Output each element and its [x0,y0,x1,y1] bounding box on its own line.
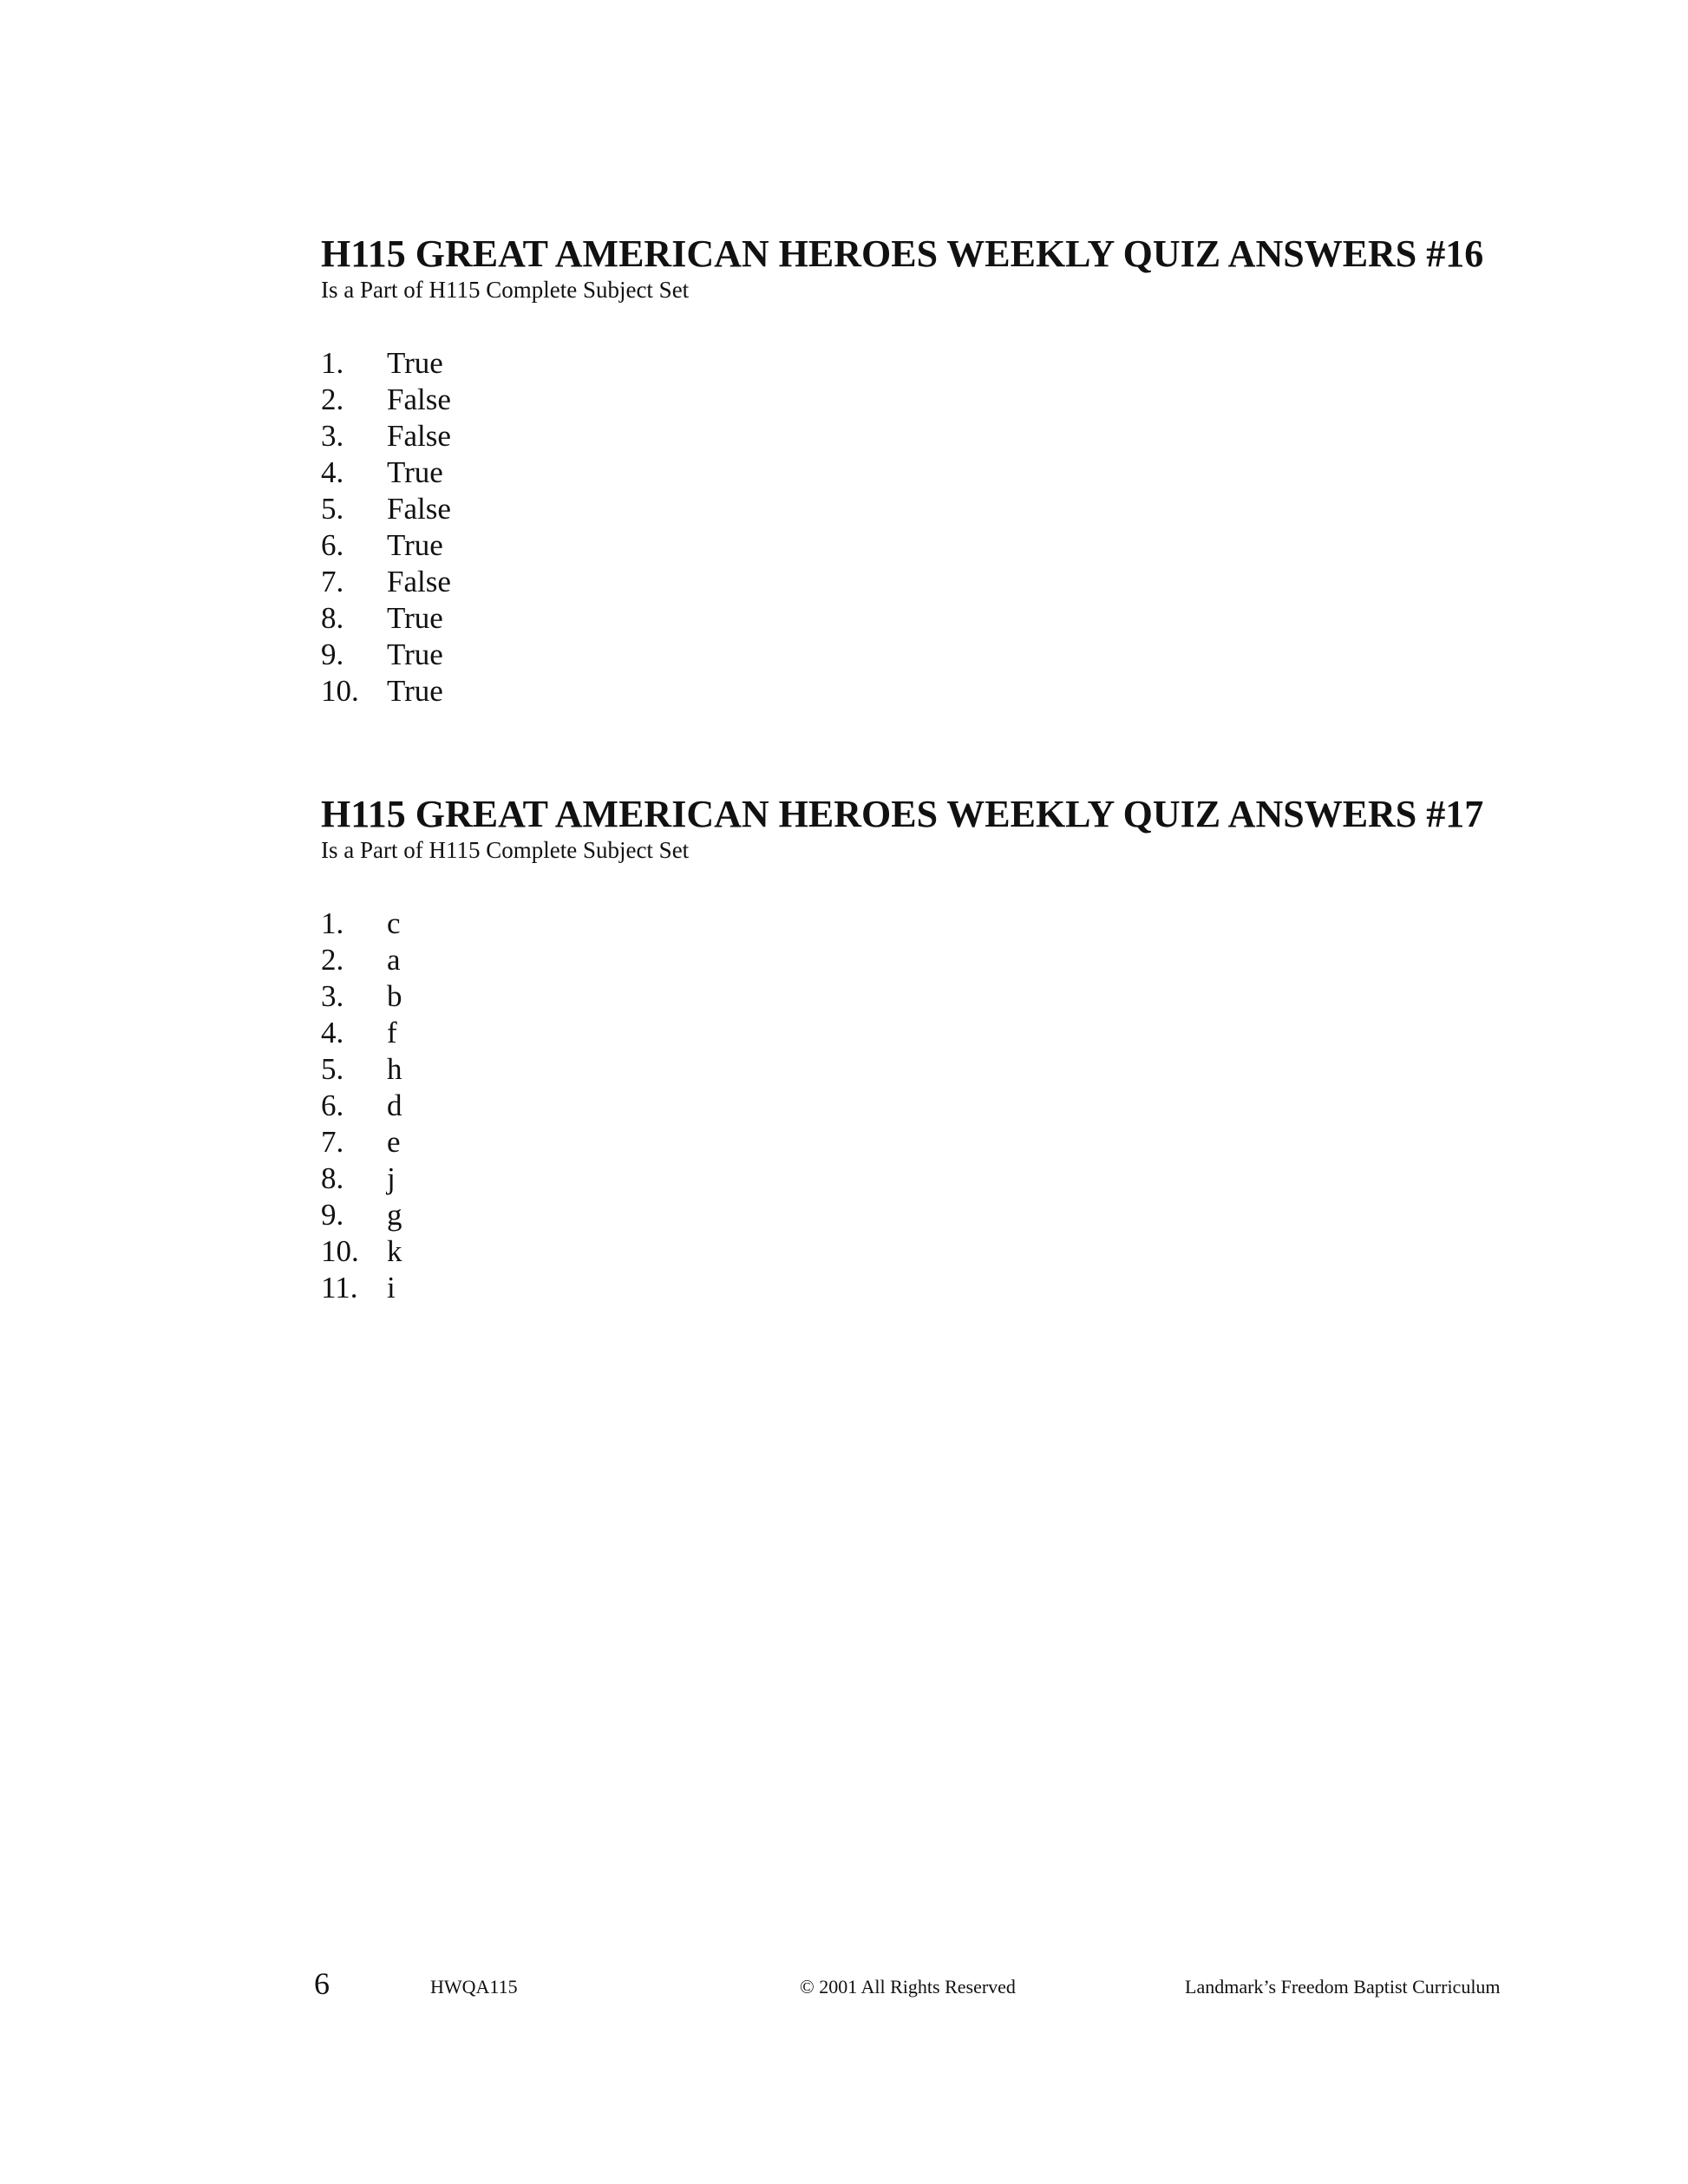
answer-value: False [387,492,451,526]
answer-value: g [387,1198,402,1232]
answer-number: 10. [321,1234,359,1268]
answer-value: j [387,1161,396,1195]
answer-value: c [387,906,401,940]
quiz-17-section [321,793,1484,1306]
page-number: 6 [314,1966,330,2001]
answer-number: 5. [321,1052,344,1086]
answer-row [321,491,1449,527]
answer-row [321,1197,1449,1233]
answer-row [321,637,1449,673]
answer-number: 5. [321,492,344,526]
answer-row [321,1161,1449,1197]
answer-number: 6. [321,528,344,562]
section-title: H115 GREAT AMERICAN HEROES WEEKLY QUIZ ANSWERS #16 [321,232,1484,275]
answer-row [321,1124,1449,1161]
answer-number: 1. [321,906,344,940]
answer-value: k [387,1234,402,1268]
answer-value: False [387,565,451,598]
section-subtitle: Is a Part of H115 Complete Subject Set [321,277,690,303]
answer-value: True [387,455,443,489]
answer-row [321,382,1449,418]
page-footer [0,1965,1688,2009]
answer-list [321,345,1449,709]
answer-number: 4. [321,455,344,489]
answer-row [321,1088,1449,1124]
answer-value: h [387,1052,402,1086]
answer-number: 2. [321,943,344,977]
answer-value: False [387,383,451,416]
answer-number: 9. [321,638,344,671]
answer-value: True [387,674,443,708]
answer-row [321,906,1449,942]
answer-row [321,1015,1449,1051]
answer-value: False [387,419,451,453]
section-title: H115 GREAT AMERICAN HEROES WEEKLY QUIZ ANSWERS #17 [321,793,1484,835]
answer-number: 4. [321,1016,344,1049]
answer-number: 1. [321,346,344,380]
answer-row [321,1270,1449,1306]
answer-row [321,418,1449,454]
answer-row [321,454,1449,491]
answer-row [321,1233,1449,1270]
section-subtitle: Is a Part of H115 Complete Subject Set [321,837,690,863]
answer-number: 10. [321,674,359,708]
answer-number: 8. [321,1161,344,1195]
document-code: HWQA115 [430,1976,518,1998]
answer-number: 3. [321,419,344,453]
answer-number: 9. [321,1198,344,1232]
answer-value: i [387,1271,396,1305]
answer-number: 11. [321,1271,358,1305]
answer-row [321,978,1449,1015]
answer-number: 7. [321,1125,344,1159]
answer-row [321,600,1449,637]
answer-number: 2. [321,383,344,416]
answer-value: True [387,601,443,635]
answer-row [321,1051,1449,1088]
answer-value: True [387,528,443,562]
answer-number: 6. [321,1089,344,1122]
answer-number: 7. [321,565,344,598]
answer-number: 8. [321,601,344,635]
answer-value: True [387,346,443,380]
answer-row [321,564,1449,600]
quiz-16-section [321,232,1484,709]
publisher-name: Landmark’s Freedom Baptist Curriculum [1185,1976,1501,1998]
copyright-notice: © 2001 All Rights Reserved [800,1976,1016,1998]
answer-value: True [387,638,443,671]
answer-value: d [387,1089,402,1122]
answer-value: e [387,1125,401,1159]
answer-row [321,527,1449,564]
answer-row [321,673,1449,709]
answer-row [321,942,1449,978]
answer-value: a [387,943,401,977]
answer-value: b [387,979,402,1013]
answer-number: 3. [321,979,344,1013]
answer-row [321,345,1449,382]
answer-list [321,906,1449,1306]
answer-value: f [387,1016,397,1049]
